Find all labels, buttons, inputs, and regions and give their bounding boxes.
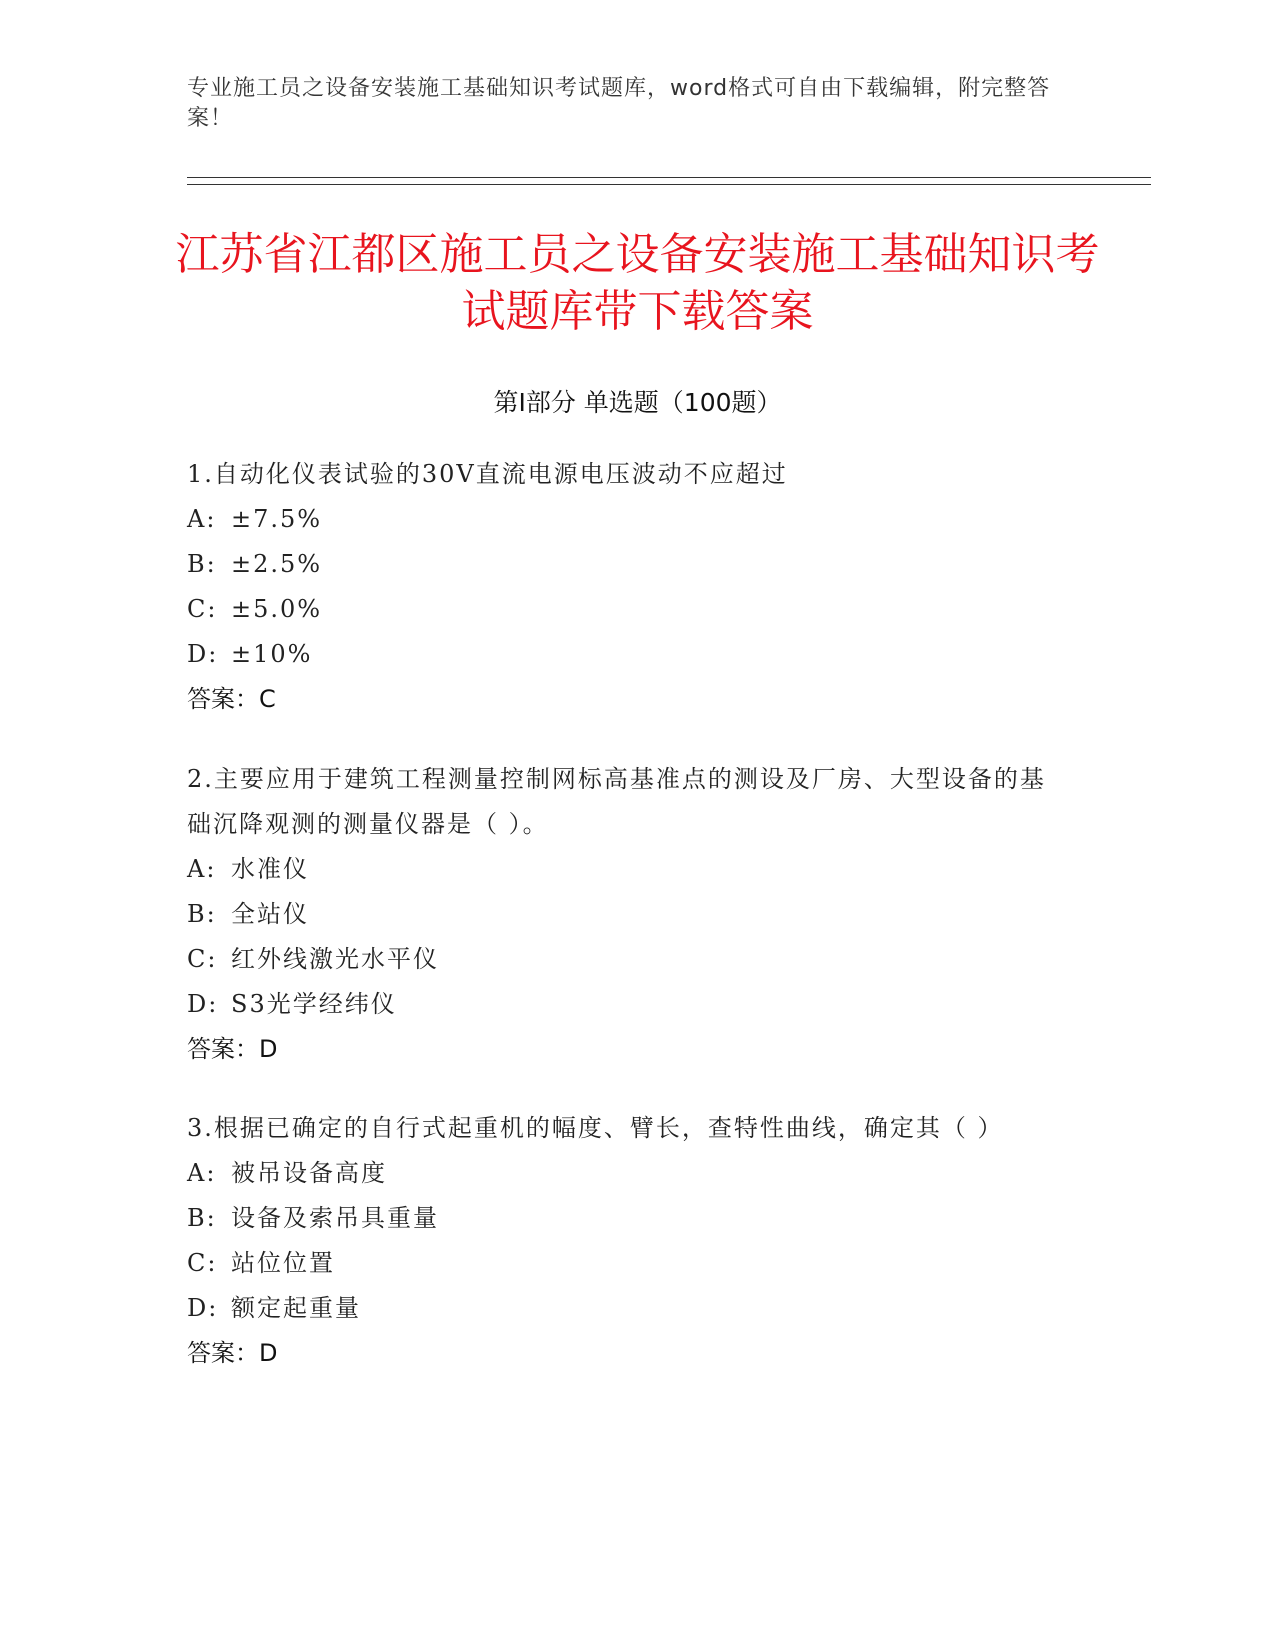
option-d <box>187 632 1067 677</box>
header-note: 专业施工员之设备安装施工基础知识考试题库，word格式可自由下载编辑，附完整答案！ <box>187 76 1051 131</box>
option-b <box>187 542 1067 587</box>
option-letter: B: <box>187 550 217 578</box>
option-letter: A: <box>187 1159 217 1187</box>
option-a <box>187 847 1067 892</box>
header-divider-bottom <box>187 184 1151 185</box>
option-text: ±5.0% <box>231 595 323 623</box>
answer: 答案：C <box>187 685 276 713</box>
option-c <box>187 937 1067 982</box>
question-3 <box>187 1106 1067 1376</box>
option-b <box>187 892 1067 937</box>
option-text: ±7.5% <box>231 505 323 533</box>
option-c <box>187 1241 1067 1286</box>
answer: 答案：D <box>187 1035 278 1063</box>
option-letter: C: <box>187 1249 218 1277</box>
question-stem: 3.根据已确定的自行式起重机的幅度、臂长，查特性曲线，确定其（ ） <box>187 1114 1004 1142</box>
header-divider-top <box>187 177 1151 178</box>
option-text: 红外线激光水平仪 <box>231 945 439 973</box>
option-text: 设备及索吊具重量 <box>231 1204 439 1232</box>
option-b <box>187 1196 1067 1241</box>
option-text: 被吊设备高度 <box>231 1159 387 1187</box>
option-d <box>187 982 1067 1027</box>
option-text: 额定起重量 <box>231 1294 361 1322</box>
option-text: 水准仪 <box>231 855 309 883</box>
question-2 <box>187 757 1067 1072</box>
option-text: S3光学经纬仪 <box>231 990 397 1018</box>
option-letter: A: <box>187 855 217 883</box>
option-letter: B: <box>187 900 217 928</box>
option-text: ±2.5% <box>231 550 323 578</box>
option-c <box>187 587 1067 632</box>
option-letter: D: <box>187 990 219 1018</box>
document-title: 江苏省江都区施工员之设备安装施工基础知识考试题库带下载答案 <box>175 229 1100 337</box>
option-d <box>187 1286 1067 1331</box>
section-heading: 第Ⅰ部分 单选题（100题） <box>493 388 782 417</box>
question-1 <box>187 452 1067 722</box>
option-text: 全站仪 <box>231 900 309 928</box>
option-letter: B: <box>187 1204 217 1232</box>
option-letter: D: <box>187 1294 219 1322</box>
option-a <box>187 497 1067 542</box>
option-a <box>187 1151 1067 1196</box>
answer: 答案：D <box>187 1339 278 1367</box>
question-stem: 1.自动化仪表试验的30V直流电源电压波动不应超过 <box>187 460 788 488</box>
option-letter: D: <box>187 640 219 668</box>
option-letter: A: <box>187 505 217 533</box>
question-stem: 2.主要应用于建筑工程测量控制网标高基准点的测设及厂房、大型设备的基础沉降观测的测量仪器是（ ）。 <box>187 765 1046 838</box>
option-text: ±10% <box>231 640 313 668</box>
option-letter: C: <box>187 595 218 623</box>
option-text: 站位位置 <box>231 1249 335 1277</box>
option-letter: C: <box>187 945 218 973</box>
